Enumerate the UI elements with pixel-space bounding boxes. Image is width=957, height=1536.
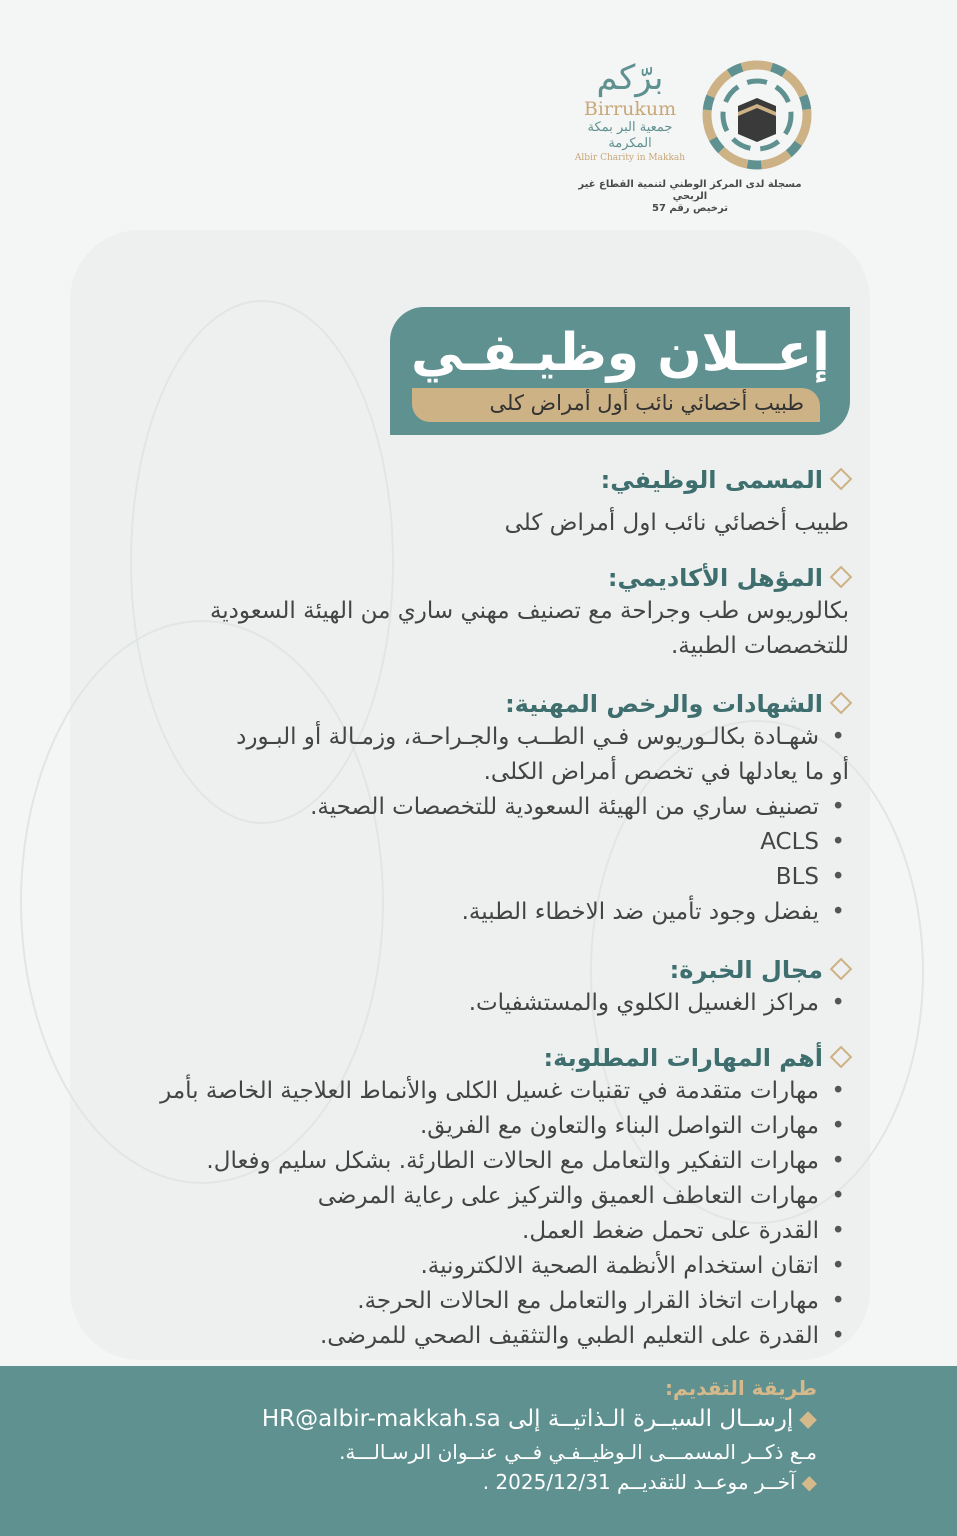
section-heading: الشهادات والرخص المهنية: <box>236 688 849 720</box>
list-item: • شهـادة بكالـوريوس فـي الطــب والجـراحـة، وزمـالة أو البـورد <box>236 720 849 755</box>
diamond-icon <box>830 958 853 981</box>
diamond-icon <box>830 1046 853 1069</box>
section-skills <box>0 1042 849 1354</box>
qualification-line: للتخصصات الطبية. <box>670 633 849 659</box>
list-item-continuation: أو ما يعادلها في تخصص أمراض الكلى. <box>483 759 849 785</box>
brand-name-en: Birrukum <box>583 98 677 120</box>
section-heading: المسمى الوظيفي: <box>505 464 849 496</box>
registration-text <box>560 179 820 215</box>
diamond-icon <box>830 692 853 715</box>
list-item: • مراكز الغسيل الكلوي والمستشفيات. <box>469 986 849 1021</box>
section-certificates <box>236 688 849 930</box>
registration-line: مسجلة لدى المركز الوطني لتنمية القطاع غير الربحي <box>578 179 802 202</box>
list-item: • مهارات التعاطف العميق والتركيز على رعاية المرضى <box>0 1179 849 1214</box>
section-job-title <box>505 464 849 541</box>
diamond-icon: ◆ <box>801 1470 817 1494</box>
list-item: • القدرة على التعليم الطبي والتثقيف الصحي للمرضى. <box>0 1319 849 1354</box>
banner-subtitle: طبيب أخصائي نائب أول أمراض كلى <box>489 391 804 415</box>
section-qualification <box>210 562 849 664</box>
charity-name-ar: جمعية البر بمكة المكرمة <box>587 120 673 151</box>
list-item: • مهارات متقدمة في تقنيات غسيل الكلى والأنماط العلاجية الخاصة بأمر <box>0 1074 849 1109</box>
email-link[interactable]: HR@albir-makkah.sa <box>261 1406 501 1432</box>
diamond-icon <box>830 468 853 491</box>
banner-subtitle-box <box>412 388 820 422</box>
job-title-text: طبيب أخصائي نائب اول أمراض كلى <box>504 510 849 536</box>
diamond-icon: ◆ <box>799 1406 817 1432</box>
section-experience <box>469 954 849 1021</box>
list-item: • تصنيف ساري من الهيئة السعودية للتخصصات الصحية. <box>236 790 849 825</box>
footer-line: ◆آخــر موعــد للتقديــم 2025/12/31 . <box>482 1470 817 1494</box>
list-item: • اتقان استخدام الأنظمة الصحية الالكترونية. <box>0 1249 849 1284</box>
license-line: ترخيص رقم 57 <box>652 203 728 214</box>
list-item: • BLS <box>236 860 849 895</box>
list-item: • مهارات التواصل البناء والتعاون مع الفريق. <box>0 1109 849 1144</box>
footer-line: ◆إرســال السيــرة الـذاتيــة إلى HR@albir-makkah.sa <box>261 1406 817 1432</box>
banner-title: إعــلان وظيـفـي <box>411 323 830 383</box>
footer-heading: طريقة التقديم: <box>665 1376 817 1400</box>
kaaba-logo-icon <box>698 56 816 174</box>
diamond-icon <box>830 566 853 589</box>
brand-logo <box>568 58 692 164</box>
list-item: • يفضل وجود تأمين ضد الاخطاء الطبية. <box>236 895 849 930</box>
list-item: • مهارات اتخاذ القرار والتعامل مع الحالات الحرجة. <box>0 1284 849 1319</box>
list-item: • مهارات التفكير والتعامل مع الحالات الطارئة. بشكل سليم وفعال. <box>0 1144 849 1179</box>
section-heading: مجال الخبرة: <box>469 954 849 986</box>
charity-name-en: Albir Charity in Makkah <box>574 153 686 163</box>
qualification-line: بكالوريوس طب وجراحة مع تصنيف مهني ساري من الهيئة السعودية <box>209 598 849 624</box>
application-footer <box>0 1366 957 1536</box>
section-heading: المؤهل الأكاديمي: <box>210 562 849 594</box>
section-heading: أهم المهارات المطلوبة: <box>0 1042 849 1074</box>
brand-name-ar: برّكم <box>596 58 664 98</box>
list-item: • ACLS <box>236 825 849 860</box>
list-item: • القدرة على تحمل ضغط العمل. <box>0 1214 849 1249</box>
footer-line: مـع ذكــر المسمـــى الـوظيــفـي فــي عنــوان الرسـالـــة. <box>339 1440 817 1464</box>
